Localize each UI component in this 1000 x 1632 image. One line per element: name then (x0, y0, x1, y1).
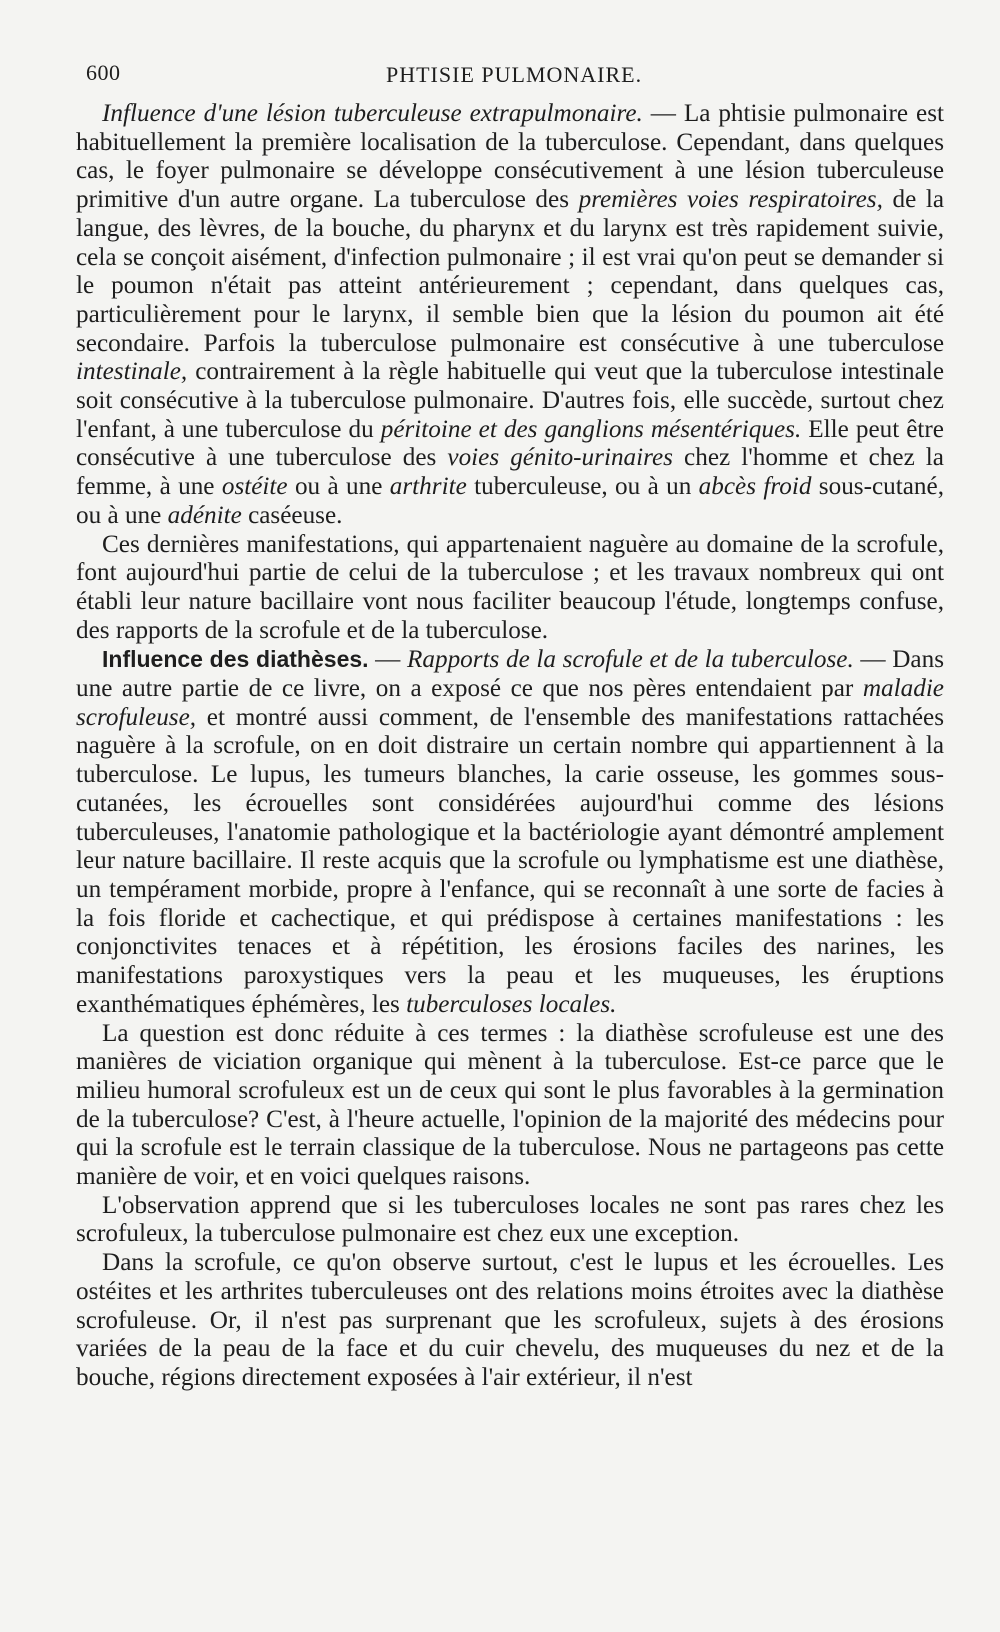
italic-term: premières voies respiratoires, (578, 186, 883, 214)
running-head (86, 60, 936, 90)
section-heading-diatheses: Influence des diathèses. (102, 646, 369, 673)
text-run: — La phtisie pulmonaire est habituellement la première localisation de la tuberculose. Cependant, dans quelques cas, le foyer pulmonaire se développe consécutivement à une lésion tuberculeuse primitive d'un autre organe. La tuberculose des (76, 100, 944, 214)
paragraph-diatheses (76, 645, 944, 1019)
text-run: contrairement à la règle habituelle qui veut que la tuberculose intestinale soit consécutive à la tuberculose pulmonaire. D'autres fois, elle succède, surtout chez l'enfant, à une tuberculose du (76, 358, 944, 443)
text-run: sous-cutané, ou à une (76, 473, 944, 529)
italic-term: ostéite (221, 473, 288, 501)
text-run: Elle peut être consécutive à une tuberculose des (76, 415, 944, 472)
text-run: tuberculeuse, ou à un (466, 473, 699, 501)
text-run: et montré aussi comment, de l'ensemble des manifestations rattachées naguère à la scrofule, on en doit distraire un certain nombre qui appartiennent à la tuberculose. Le lupus, les tumeurs blanches, la carie osseuse, les gommes sous-cutanées, les écrouelles sont considérées aujourd'hui comme des lésions tuberculeuses, l'anatomie pathologique et la bactériologie ayant démontré amplement leur nature bacillaire. Il reste acquis que la scrofule ou lymphatisme est une diathèse, un tempérament morbide, propre à l'enfance, qui se reconnaît à une sorte de facies à la fois floride et cachectique, et qui prédispose à certaines manifestations : les conjonctivites tenaces et à répétition, les érosions faciles des narines, les manifestations paroxystiques vers la peau et les muqueuses, les éruptions exanthématiques éphémères, les (76, 703, 944, 1018)
italic-subheading: Rapports de la scrofule et de la tuberculose. (407, 646, 854, 674)
text-run: caséeuse. (241, 501, 343, 529)
text-run: — Dans une autre partie de ce livre, on a exposé ce que nos pères entendaient par (76, 646, 944, 703)
italic-term: maladie scrofuleuse, (76, 675, 944, 731)
italic-term: péritoine et des ganglions mésentériques. (380, 415, 802, 443)
text-run: ou à une (287, 473, 390, 501)
italic-term: intestinale, (76, 358, 188, 386)
italic-term: abcès froid (698, 473, 812, 501)
italic-term: adénite (167, 501, 242, 529)
italic-term: tuberculoses locales. (406, 990, 617, 1018)
text-run: de la langue, des lèvres, de la bouche, du pharynx et du larynx est très rapidement suivie, cela se conçoit aisément, d'infection pulmonaire ; il est vrai qu'on peut se demander si le poumon n'était pas atteint antérieurement ; cependant, dans quelques cas, particulièrement pour le larynx, il semble bien que la lésion du poumon ait été secondaire. Parfois la tuberculose pulmonaire est consécutive à une tuberculose (76, 186, 945, 357)
section-heading-extrapulmonary: Influence d'une lésion tuberculeuse extrapulmonaire. (102, 100, 643, 127)
paragraph-scrofula-lupus: Dans la scrofule, ce qu'on observe surtout, c'est le lupus et les écrouelles. Les ostéites et les arthrites tuberculeuses ont des relations moins étroites avec la diathèse scrofuleuse. Or, il n'est pas surprenant que les scrofuleux, sujets à des érosions variées de la peau de la face et du cuir chevelu, des muqueuses du nez et de la bouche, régions directement exposées à l'air extérieur, il n'est (76, 1249, 944, 1391)
page-number: 600 (86, 60, 121, 85)
text-run: chez l'homme et chez la femme, à une (76, 444, 944, 501)
paragraph-scrofula-manifestations: Ces dernières manifestations, qui appartenaient naguère au domaine de la scrofule, font aujourd'hui partie de celui de la tuberculose ; et les travaux nombreux qui ont établi leur nature bacillaire vont nous faciliter beaucoup l'étude, longtemps confuse, des rapports de la scrofule et de la tuberculose. (76, 530, 944, 644)
italic-term: arthrite (389, 473, 467, 501)
text-run: — (368, 646, 407, 674)
running-title: PHTISIE PULMONAIRE. (386, 62, 643, 87)
paragraph-extrapulmonary-lesion (76, 100, 944, 531)
paragraph-observation: L'observation apprend que si les tuberculoses locales ne sont pas rares chez les scrofuleux, la tuberculose pulmonaire est chez eux une exception. (76, 1191, 944, 1248)
body-text (76, 100, 944, 1393)
paragraph-question: La question est donc réduite à ces termes : la diathèse scrofuleuse est une des manières de viciation organique qui mènent à la tuberculose. Est-ce parce que le milieu humoral scrofuleux est un de ceux qui sont le plus favorables à la germination de la tuberculose? C'est, à l'heure actuelle, l'opinion de la majorité des médecins pour qui la scrofule est le terrain classique de la tuberculose. Nous ne partageons pas cette manière de voir, et en voici quelques raisons. (76, 1019, 944, 1191)
italic-term: voies génito-urinaires (447, 444, 673, 472)
